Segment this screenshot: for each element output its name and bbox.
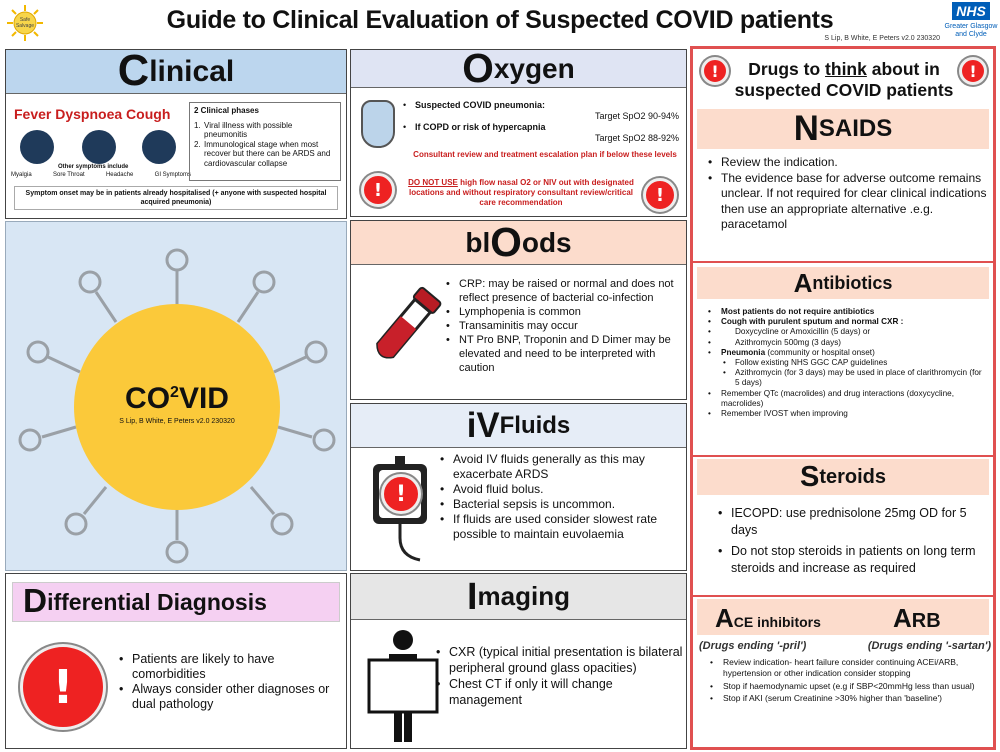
drugs-title: Drugs to think about in suspected COVID patients [734,59,954,100]
onset-note: Symptom onset may be in patients already hospitalised (+ anyone with suspected hospital acquired pneumonia) [14,186,338,210]
xray-person-icon [363,626,443,746]
imaging-list: • CXR (typical initial presentation is bilateral peripheral ground glass opacities) • Chest CT if only it will change management [433,644,683,708]
ace-arb-list: • Review indication- heart failure consider continuing ACEi/ARB, hypertension or other indication consider stopping • Stop if haemodynamic upset (e.g if SBP<20mmHg less than usual) • Stop if AKI (serum Creatinine >30% higher than 'baseline') [707,657,979,704]
drugs-title-box [693,49,993,107]
fluids-warning-icon: ! [381,474,421,514]
safe-salvage-logo: Safe Salvage [6,4,44,42]
oxygen-b1: • Suspected COVID pneumonia: Target SpO2 90-94% • If COPD or risk of hypercapnia Target SpO2 88-92% [403,100,679,143]
page-title: Guide to Clinical Evaluation of Suspected COVID patients [166,6,834,34]
fever-icon [20,130,54,164]
covid-label: $CO^2VID$ [125,382,229,415]
antibiotics-list: • Most patients do not require antibiotics • Cough with purulent sputum and normal CXR : • Doxycycline or Amoxicillin (5 days) or • Azithromycin 500mg (3 days) • Pneumonia (community or hospital onset) • Follow existing NHS GGC CAP guidelines • Azithromycin (for 3 days) may be used in place of clarithromycin (for 5 days) • Remember QTc (macrolides) and drug interactions (doxycycline, macrolides) • Remember IVOST when improving [705,307,987,419]
other-symptoms-label: Other symptoms include [58,164,129,170]
oxygen-warning-icon-left: ! [361,173,395,207]
blood-tube-icon [359,283,449,373]
steroids-divider [693,595,993,597]
steroids-list: • IECOPD: use prednisolone 25mg OD for 5 days • Do not stop steroids in patients on long term steroids and increase as required [715,505,987,577]
oxygen-review: Consultant review and treatment escalation plan if below these levels [413,150,677,159]
bloods-panel [350,220,687,400]
antibiotics-divider [693,455,993,457]
oxygen-panel [350,45,687,217]
antibiotics-header: A ntibiotics [697,267,989,299]
header [0,0,1000,46]
dyspnoea-icon [82,130,116,164]
oxygen-warning-icon-right: ! [643,178,677,212]
covid-panel [5,221,347,571]
differential-header: D ifferential Diagnosis [12,582,340,622]
other-symptoms: Myalgia Sore Throat Headache GI Symptoms [11,172,191,178]
clinical-header: C linical [6,50,346,94]
differential-warning-icon: ! [20,644,106,730]
oxygen-do-not-use: DO NOT USE high flow nasal O2 or NIV out with designated locations and without respiratory consultant review/critical care recommendation [408,178,634,207]
bloods-header: bl O ods [351,221,686,265]
drugs-panel [690,46,996,750]
nsaids-divider [693,261,993,263]
differential-list: • Patients are likely to have comorbidities • Always consider other diagnoses or dual pathology [116,652,341,712]
clinical-phases-box: 2 Clinical phases 1. Viral illness with possible pneumonitis 2. Immunological stage when most recover but there can be ARDS and cardiovascular collapse [189,102,341,181]
authors-credit: S Lip, B White, E Peters v2.0 230320 [824,35,940,42]
imaging-panel [350,573,687,749]
fluids-header: iV Fluids [351,404,686,448]
oxygen-header: O xygen [351,50,686,88]
covid-authors: S Lip, B White, E Peters v2.0 230320 [119,418,235,425]
steroids-header: S teroids [697,459,989,495]
nhs-logo: NHS Greater Glasgow and Clyde [944,3,998,38]
cough-icon [142,130,176,164]
bloods-list: • CRP: may be raised or normal and does not reflect presence of bacterial co-infection • Lymphopenia is common • Transaminitis may occur • NT Pro BNP, Troponin and D Dimer may be elevated and need to be interpreted with caution [443,277,683,375]
symptoms-headline: Fever Dyspnoea Cough [14,106,171,122]
oxygen-mask-icon [361,100,395,148]
imaging-header: I maging [351,574,686,620]
fluids-list: • Avoid IV fluids generally as this may exacerbate ARDS • Avoid fluid bolus. • Bacterial sepsis is uncommon. • If fluids are used consider slowest rate possible to maintain euvolaemia [437,452,682,542]
nsaids-list: • Review the indication. • The evidence base for adverse outcome remains unclear. If not required for clear clinical indications then use an appropriate alternative .e.g. paracetamol [705,155,987,233]
clinical-panel [5,49,347,219]
fluids-panel [350,403,687,571]
nsaids-header: N SAIDS [697,109,989,149]
drugs-warning-icon-right: ! [959,57,987,85]
ace-arb-notes: (Drugs ending '-pril') (Drugs ending '-sartan') [699,640,991,652]
ace-arb-header: ACE inhibitors ARB [697,599,989,635]
drugs-warning-icon-left: ! [701,57,729,85]
differential-panel [5,573,347,749]
